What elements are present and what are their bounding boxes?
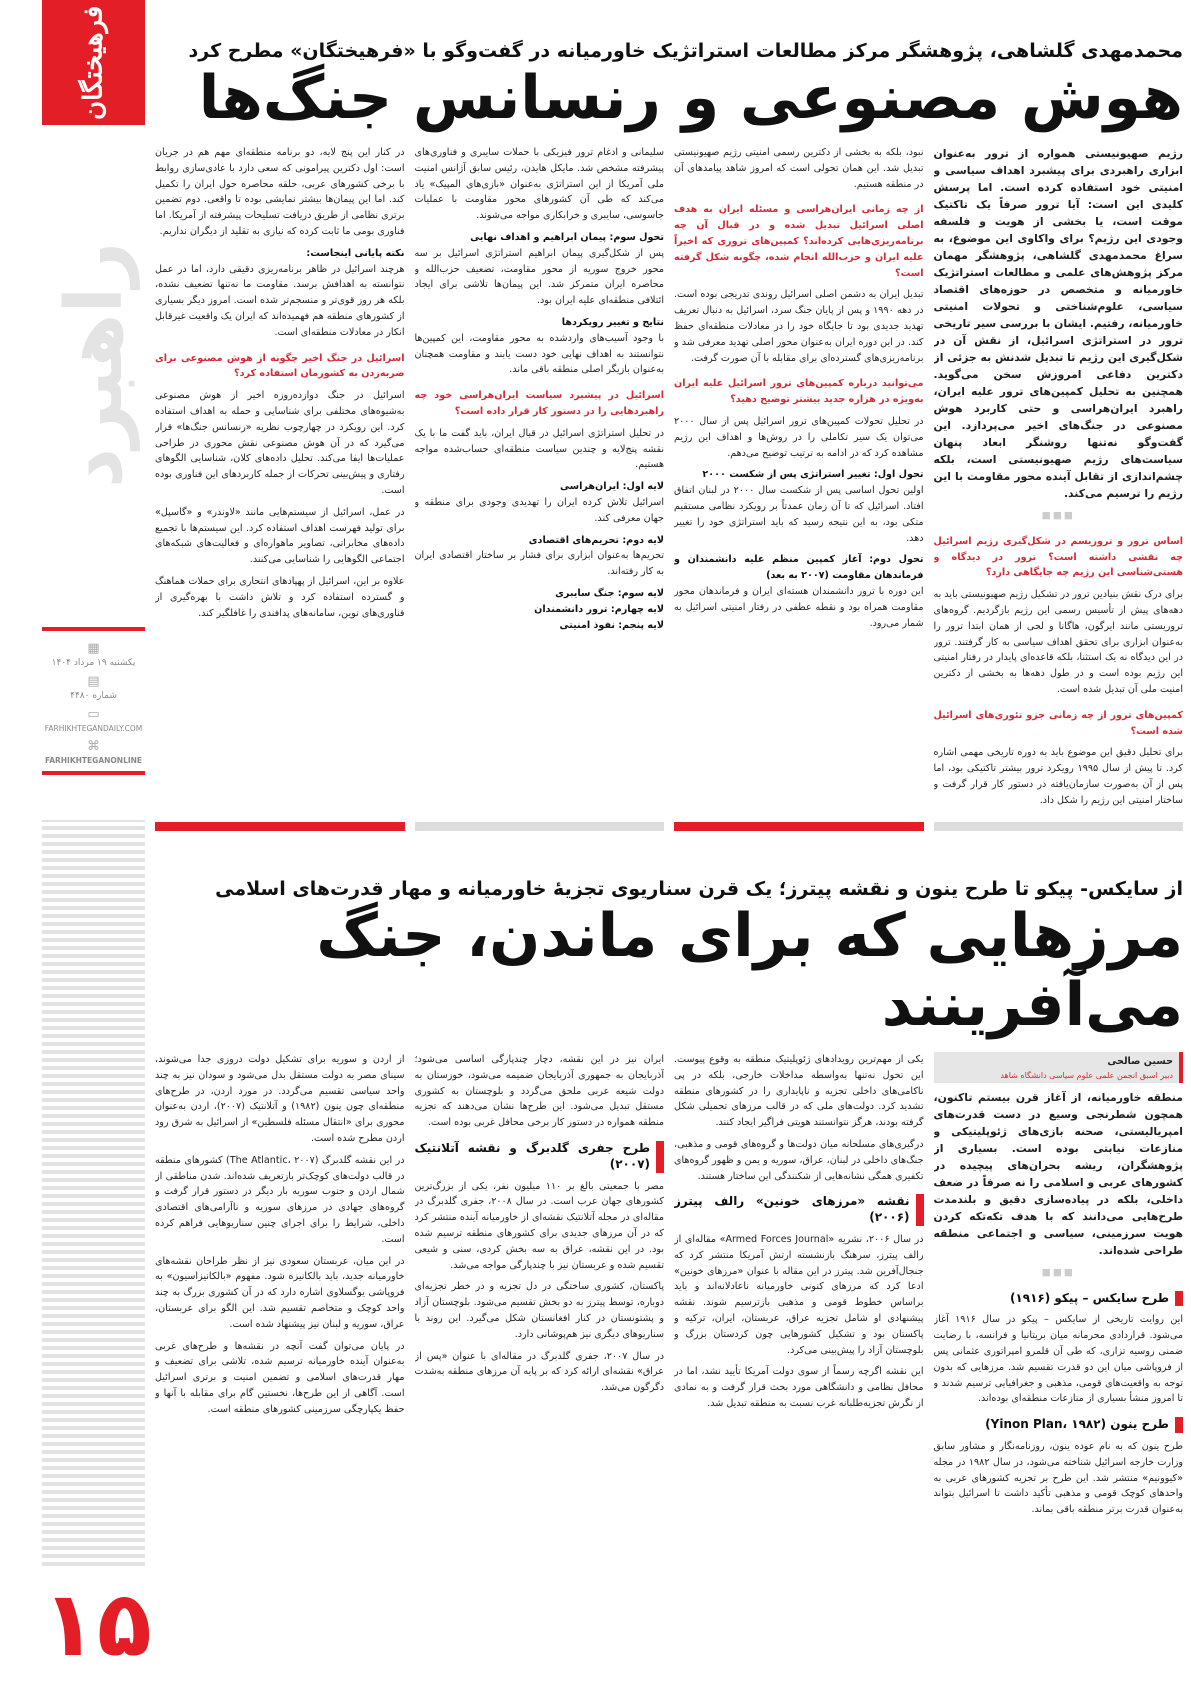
- paragraph: برای تحلیل دقیق این موضوع باید به دوره تاریخی مهمی اشاره کرد. تا پیش از سال ۱۹۹۵ رویکرد ترور بیشتر تاکتیکی بود، اما پس از آن به‌صورت سازمان‌یافته در دستور کار قرار گرفت و ساختار امنیتی این رژیم را شکل داد.: [933, 747, 1183, 806]
- section-subhead: طرح جفری گلدبرگ و نقشه آتلانتیک (۲۰۰۷): [415, 1141, 665, 1173]
- divider-bar: [934, 822, 1184, 831]
- article-divider-bars: [155, 822, 1183, 831]
- paragraph: پس از شکل‌گیری پیمان ابراهیم استراتژی اسرائیل بر سه محور خروج سوریه از محور مقاومت، تضعیف حزب‌الله و محاصره ایران متمرکز شد. این پیمان‌ها تلاشی برای ایجاد ائتلافی منطقه‌ای علیه ایران بود.: [414, 247, 664, 307]
- article-kicker: از سایکس- پیکو تا طرح ینون و نقشه پیترز؛ یک قرن سناریوی تجزیهٔ خاورمیانه و مهار قدرت‌های اسلامی: [215, 878, 1183, 900]
- text-column: [415, 1052, 665, 1694]
- paragraph: در کنار این پنج لایه، دو برنامه منطقه‌ای مهم هم در جریان است: اول دکترین پیرامونی که سعی دارد با عادی‌سازی روابط با برخی کشورهای عربی، حلقه محاصره حول ایران را تکمیل کند. اما این پیمان‌ها بیشتر نمایشی بوده تا واقعی. دوم تضمین برتری نظامی از طریق دریافت تسلیحات پیشرفته از آمریکا. اما فناوری بومی ما ثابت کرده که نیازی به تقلید از دیگران نداریم.: [155, 147, 405, 237]
- paragraph: اسرائیل تلاش کرده ایران را تهدیدی وجودی برای منطقه و جهان معرفی کند.: [414, 496, 664, 524]
- article-headline: هوش مصنوعی و رنسانس جنگ‌ها: [198, 63, 1183, 133]
- paragraph: تحریم‌ها به‌عنوان ابزاری برای فشار بر ساختار اقتصادی ایران به کار رفته‌اند.: [414, 550, 664, 578]
- author-role: دبیر اسبق انجمن علمی علوم سیاسی دانشگاه شاهد: [1000, 1070, 1173, 1080]
- text-column: [674, 145, 924, 813]
- text-column: [155, 145, 405, 813]
- question-subhead: کمپین‌های ترور از چه زمانی جزو تئوری‌های اسرائیل شده است؟: [933, 709, 1183, 737]
- article-columns: [155, 1052, 1183, 1694]
- author-box: [934, 1052, 1184, 1083]
- paragraph: پاکستان، کشوری ساختگی در دل تجزیه و در خطر تجزیه‌ای دوباره، توسط پیترز به دو بخش تقسیم می‌شود. بلوچستان آزاد و پشتونستان در کنار افغانستان شکل می‌گیرد. این روند با سناریوهای دیگری نیز هم‌پوشانی دارد.: [414, 1281, 664, 1340]
- article-borders: [155, 876, 1183, 1694]
- text-column: [415, 145, 665, 813]
- text-column: [155, 1052, 405, 1694]
- social-icon: ⌘: [87, 739, 100, 754]
- divider: [42, 771, 145, 775]
- paragraph: سلیمانی و ادغام ترور فیزیکی با حملات سایبری و فناوری‌های پیشرفته مشخص شد. مایکل هایدن، رئیس سابق آژانس امنیت ملی آمریکا از این استراتژی به‌عنوان «بازی‌های المپیک» یاد می‌کند که طی آن کشورهای محور مقاومت با عملیات جاسوسی، سایبری و خرابکاری مواجه می‌شوند.: [414, 147, 664, 222]
- calendar-icon: ▦: [87, 641, 100, 656]
- text-column: [934, 145, 1184, 813]
- text-column: [674, 1052, 924, 1694]
- article-headline: مرزهایی که برای ماندن، جنگ می‌آفرینند: [316, 901, 1183, 1040]
- bold-subhead: نتایج و تغییر رویکردها: [561, 316, 664, 328]
- paragraph: در این میان، عربستان سعودی نیز از نظر طراحان نقشه‌های خاورمیانه جدید، باید بالکانیزه شود. مفهوم «بالکانیزاسیون» به فروپاشی یوگسلاوی اشاره دارد که در آن کشوری بزرگ به چند واحد کوچک و متخاصم تقسیم شد. این الگو برای عربستان، عراق، سوریه و لبنان نیز پیشنهاد شده است.: [155, 1255, 405, 1330]
- website-link[interactable]: FARHIKHTEGANDAILY.COM: [44, 724, 143, 733]
- paragraph: این روایت تاریخی از سایکس – پیکو در سال ۱۹۱۶ آغاز می‌شود. قراردادی محرمانه میان بریتانیا و فرانسه، با رضایت ضمنی روسیه تزاری، که طی آن قلمرو امپراتوری عثمانی پس از فروپاشی میان این دو قدرت تقسیم شد. مرزهایی که بدون توجه به واقعیت‌های قومی، مذهبی و جغرافیایی ترسیم شدند و تا امروز منشأ بسیاری از منازعات منطقه‌ای بوده‌اند.: [933, 1314, 1183, 1405]
- paragraph: هرچند اسرائیل در ظاهر برنامه‌ریزی دقیقی دارد، اما در عمل نتوانسته به اهدافش برسد. مقاومت ما نه‌تنها تضعیف نشده، بلکه هر روز قوی‌تر و منسجم‌تر شده است. امروز دیگر بسیاری از کشورهای منطقه هم فهمیده‌اند که ایران یک واقعیت غیرقابل انکار در معادلات منطقه‌ای است.: [155, 263, 405, 338]
- article-columns: [155, 145, 1183, 813]
- issue-number: شماره ۴۴۸۰: [70, 691, 117, 701]
- paragraph: در این نقشه گلدبرگ (The Atlantic، ۲۰۰۷) کشورهای منطقه در قالب دولت‌های کوچک‌تر بازتعریف شده‌اند. شدن مناطقی از شمال اردن و جنوب سوریه بار دیگر در دستور قرار گرفت و گروه‌های جهادی در مرزهای سوریه و ناآرامی‌های اقتصادی داخلی، شرایط را برای اجرای چنین سناریوهایی فراهم کرده است.: [155, 1154, 405, 1245]
- number-icon: ▤: [87, 674, 100, 689]
- paragraph: با وجود آسیب‌های واردشده به محور مقاومت، این کمپین‌ها نتوانستند به اهداف نهایی خود دست یابند و مقاومت همچنان به‌عنوان بازیگر اصلی منطقه باقی ماند.: [414, 332, 664, 376]
- article-kicker: محمدمهدی گلشاهی، پژوهشگر مرکز مطالعات استراتژیک خاورمیانه در گفت‌وگو با «فرهیختگان» مطرح کرد: [188, 40, 1183, 62]
- bold-subhead: تحول اول: تغییر استراتژی پس از شکست ۲۰۰۰: [702, 469, 924, 481]
- issue-date: یکشنبه ۱۹ مرداد ۱۴۰۴: [51, 658, 136, 668]
- paragraph: این دوره با ترور دانشمندان هسته‌ای ایران و فرماندهان محور مقاومت همراه بود و نقطه عطفی در رفتار امنیتی اسرائیل به شمار می‌رود.: [674, 585, 924, 629]
- divider-bar: [674, 822, 924, 831]
- website-icon: ▭: [87, 707, 100, 722]
- paragraph: برای درک نقش بنیادین ترور در تشکیل رژیم صهیونیستی باید به دهه‌های پیش از تأسیس رسمی این رژیم بازگردیم. گروه‌های تروریستی مانند ایرگون، هاگانا و لحی از همان ابتدا ترور را به‌عنوان ابزاری برای تحقق اهداف سیاسی به کار گرفتند. ترور در این دیدگاه نه یک استثنا، بلکه قاعده‌ای پایدار در رفتار امنیتی این رژیم بوده است و در طول دهه‌ها به بخشی از دکترین امنیت ملی آن تبدیل شده است.: [933, 589, 1183, 695]
- question-subhead: اسرائیل در پیشبرد سیاست ایران‌هراسی خود چه راهبردهایی را در دستور کار قرار داده است؟: [414, 390, 664, 417]
- paragraph: یکی از مهم‌ترین رویدادهای ژئوپلیتیک منطقه به وقوع پیوست. این تحول نه‌تنها به‌واسطه مداخلات خارجی، بلکه در پی ناکامی‌های داخلی تجزیه و ناپایداری را در کشورهای منطقه تشدید کرد. دولت‌های ملی که در قالب مرزهای تحمیلی شکل گرفته بودند، هرگز نتوانستند هویتی فراگیر ایجاد کنند.: [674, 1054, 924, 1129]
- paragraph: تبدیل ایران به دشمن اصلی اسرائیل روندی تدریجی بوده است. در دهه ۱۹۹۰ و پس از پایان جنگ سرد، اسرائیل به دنبال تعریف تهدید جدیدی بود تا جایگاه خود را در معادلات منطقه‌ای حفظ کند. در این دوره ایران به‌عنوان محور اصلی تهدید معرفی شد و برنامه‌ریزی‌های گسترده‌ای برای مقابله با آن صورت گرفت.: [674, 289, 924, 364]
- paragraph: در سال ۲۰۰۶، نشریه «Armed Forces Journal» مقاله‌ای از رالف پیترز، سرهنگ بازنشسته ارتش آمریکا منتشر کرد که جنجال‌آفرین شد. پیترز در این مقاله با عنوان «مرزهای خونین» ادعا کرد که مرزهای کنونی خاورمیانه ناعادلانه‌اند و باید براساس خطوط قومی و مذهبی بازترسیم شوند. نقشه پیشنهادی او شامل تجزیه عراق، عربستان، ایران، ترکیه و پاکستان بود و تشکیل کشورهایی چون کردستان بزرگ و بلوچستان آزاد را پیش‌بینی می‌کرد.: [674, 1233, 924, 1356]
- lede-paragraph: رژیم صهیونیستی همواره از ترور به‌عنوان ابزاری راهبردی برای پیشبرد اهداف سیاسی و امنیتی خود استفاده کرده است. اما پرسش کلیدی این است: آیا ترور صرفاً یک تاکتیک موقت است، یا بخشی از هویت و فلسفه وجودی این رژیم؟ برای واکاوی این موضوع، به سراغ محمدمهدی گلشاهی، پژوهشگر مهمان مرکز پژوهش‌های علمی و مطالعات استراتژیک خاورمیانه و متخصص در حوزه‌های اقتصاد سیاسی، علوم‌شناختی و تحولات امنیتی خاورمیانه، رفتیم. ایشان با بررسی سیر تاریخی ترور در استراتژی اسرائیل، از نقش آن در شکل‌گیری این رژیم تا تبدیل شدنش به جزئی از دکترین دفاعی امروزش سخن می‌گوید. همچنین به تحلیل کمپین‌های ترور علیه ایران، راهبرد ایران‌هراسی و حتی کاربرد هوش مصنوعی در جنگ‌های اخیر می‌پردازد. این گفت‌وگو نه‌تنها روشنگر ابعاد پنهان سیاست‌های رژیم صهیونیستی است، بلکه چشم‌اندازی از تقابل آینده محور مقاومت با این رژیم را ترسیم می‌کند.: [933, 147, 1183, 500]
- author-name: حسین صالحی: [1107, 1056, 1173, 1067]
- page-number: ۱۵: [42, 1570, 145, 1680]
- paragraph: در پایان می‌توان گفت آنچه در نقشه‌ها و طرح‌های غربی به‌عنوان آینده خاورمیانه ترسیم شده، تلاشی برای تضعیف و مهار قدرت‌های اسلامی و تضمین امنیت و برتری اسرائیل است. آگاهی از این طرح‌ها، نخستین گام برای مقابله با آنها و حفظ یکپارچگی سرزمینی کشورهای منطقه است.: [155, 1340, 405, 1415]
- paragraph: در تحلیل استراتژی اسرائیل در قبال ایران، باید گفت ما با یک نقشه پنج‌لایه و چندین سیاست منطقه‌ای حساب‌شده مواجه هستیم.: [414, 427, 664, 471]
- bold-subhead: لایه پنجم: نفوذ امنیتی: [559, 619, 664, 631]
- paragraph: مصر با جمعیتی بالغ بر ۱۱۰ میلیون نفر، یکی از بزرگ‌ترین کشورهای جهان عرب است. در سال ۲۰۰۸، جفری گلدبرگ در مقاله‌ای در مجله آتلانتیک نقشه‌ای از خاورمیانه آینده منتشر کرد که در آن مرزهای جدیدی برای کشورهای منطقه ترسیم شده بود. در این نقشه، عراق به سه بخش کردی، سنی و شیعی تقسیم شده و عربستان نیز با چندپارگی مواجه می‌شد.: [414, 1180, 664, 1271]
- bold-subhead: لایه سوم: جنگ سایبری: [555, 587, 664, 599]
- bold-subhead: لایه چهارم: ترور دانشمندان: [534, 603, 664, 615]
- sidebar: [0, 0, 150, 1700]
- paragraph: اسرائیل در جنگ دوازده‌روزه اخیر از هوش مصنوعی به‌شیوه‌های مختلفی برای شناسایی و حمله به اهداف استفاده کرد. این رویکرد در چهارچوب نظریه «رنسانس جنگ‌ها» قرار می‌گیرد که در آن هوش مصنوعی نقش محوری در طراحی عملیات‌ها ایفا می‌کند. تحلیل داده‌های کلان، شناسایی الگوهای رفتاری و پیش‌بینی تحرکات از جمله کاربردهای این فناوری بوده است.: [155, 390, 405, 496]
- paragraph: در سال ۲۰۰۷، جفری گلدبرگ در مقاله‌ای با عنوان «پس از عراق» نقشه‌ای ارائه کرد که بر پایه آن مرزهای منطقه به‌شدت دگرگون می‌شد.: [414, 1350, 664, 1394]
- bold-subhead: لایه اول: ایران‌هراسی: [559, 481, 664, 493]
- divider-bar: [415, 822, 665, 831]
- paragraph: این نقشه اگرچه رسماً از سوی دولت آمریکا تأیید نشد، اما در محافل نظامی و دانشگاهی مورد بحث قرار گرفت و به نمادی از نگرش تجزیه‌طلبانه غرب نسبت به منطقه تبدیل شد.: [674, 1366, 924, 1409]
- bold-subhead: لایه دوم: تحریم‌های اقتصادی: [528, 534, 664, 546]
- paragraph: ایران نیز در این نقشه، دچار چندپارگی اساسی می‌شود؛ آذربایجان به جمهوری آذربایجان ضمیمه می‌شود، خوزستان به دولت شیعه عربی ملحق می‌گردد و بلوچستان به کشوری مستقل تبدیل می‌شود. این طرح‌ها نشان می‌دهند که تجزیه منطقه همواره در دستور کار برخی محافل غربی بوده است.: [414, 1054, 664, 1129]
- question-subhead: اساس ترور و تروریسم در شکل‌گیری رژیم اسرائیل چه نقشی داشته است؟ ترور در دیدگاه و هستی‌شناسی این رژیم چه جایگاهی دارد؟: [933, 535, 1183, 579]
- lede-paragraph: منطقه خاورمیانه، از آغاز قرن بیستم تاکنون، همچون شطرنجی وسیع در دست قدرت‌های امپریالیستی، صحنه بازی‌های ژئوپلیتیکی و منازعات نیابتی بوده است. بسیاری از پژوهشگران، ریشه بحران‌های پیچیده در کشورهای عربی و اسلامی را نه صرفاً در ضعف داخلی، بلکه در پیاده‌سازی دقیق و بلندمدت طرح‌هایی می‌دانند که با هدف تکه‌تکه کردن هویت سرزمینی، سیاسی و اجتماعی منطقه طراحی شده‌اند.: [933, 1090, 1183, 1257]
- paragraph: در تحلیل تحولات کمپین‌های ترور اسرائیل پس از سال ۲۰۰۰ می‌توان یک سیر تکاملی را در روش‌ها و اهداف این رژیم مشاهده کرد که در ادامه به ترتیب توضیح می‌دهم.: [674, 415, 924, 459]
- bold-subhead: تحول سوم: پیمان ابراهیم و اهداف نهایی: [470, 231, 664, 243]
- section-subhead: طرح ینون (Yinon Plan، ۱۹۸۲): [934, 1417, 1184, 1433]
- separator: ■■■: [1041, 1266, 1075, 1278]
- article-ai-wars: [155, 38, 1183, 813]
- question-subhead: اسرائیل در جنگ اخیر چگونه از هوش مصنوعی برای ضربه‌زدن به کشورمان استفاده کرد؟: [155, 352, 405, 380]
- social-handle[interactable]: FARHIKHTEGANONLINE: [44, 756, 143, 765]
- newspaper-logo[interactable]: فرهیختگان: [42, 0, 145, 125]
- paragraph: طرح ینون که به نام عوده ینون، روزنامه‌نگار و مشاور سابق وزارت خارجه اسرائیل شناخته می‌شود، در سال ۱۹۸۲ در مجله «کیوونیم» منتشر شد. این طرح بر تجزیه کشورهای عربی به واحدهای کوچک قومی و مذهبی تأکید داشت تا اسرائیل بتواند به‌عنوان قدرت برتر منطقه باقی بماند.: [933, 1440, 1183, 1516]
- decorative-stripes: [42, 820, 145, 1570]
- paragraph: درگیری‌های مسلحانه میان دولت‌ها و گروه‌های قومی و مذهبی، جنگ‌های داخلی در لبنان، عراق، سوریه و یمن و ظهور گروه‌های تکفیری همگی نشانه‌هایی از شکنندگی این ساختار هستند.: [674, 1138, 924, 1182]
- section-subhead: طرح سایکس – پیکو (۱۹۱۶): [934, 1291, 1184, 1307]
- divider-bar: [155, 822, 405, 831]
- paragraph: نبود، بلکه به بخشی از دکترین رسمی امنیتی رژیم صهیونیستی تبدیل شد. این همان تحولی است که امروز شاهد پیامدهای آن در منطقه هستیم.: [674, 147, 924, 190]
- issue-info: [42, 625, 145, 785]
- section-subhead: نقشه «مرزهای خونین» رالف پیترز (۲۰۰۶): [674, 1194, 924, 1226]
- paragraph: اولین تحول اساسی پس از شکست سال ۲۰۰۰ در لبنان اتفاق افتاد. اسرائیل که تا آن زمان عمدتاً بر رویکرد نظامی مستقیم متکی بود، به این نتیجه رسید که باید استراتژی خود را تغییر دهد.: [674, 485, 924, 544]
- paragraph: در عمل، اسرائیل از سیستم‌هایی مانند «لاوندر» و «گاسپل» برای تولید فهرست اهداف استفاده کرد. این سیستم‌ها با تجمیع داده‌های مخابراتی، تصاویر ماهواره‌ای و فعالیت‌های شبکه‌های اجتماعی الگوهایی را شناسایی می‌کنند.: [155, 506, 405, 566]
- section-title: راهبرد: [50, 241, 140, 489]
- divider: [42, 627, 145, 631]
- question-subhead: از چه زمانی ایران‌هراسی و مسئله ایران به هدف اصلی اسرائیل تبدیل شده و در قبال آن چه برنامه‌ریزی‌هایی کرده‌اند؟ کمپین‌های تروری که اخیراً علیه ایران و حزب‌الله انجام شده، چگونه شکل گرفته است؟: [674, 204, 924, 279]
- bold-subhead: تحول دوم: آغاز کمپین منظم علیه دانشمندان و فرماندهان مقاومت (۲۰۰۷ به بعد): [674, 554, 924, 582]
- question-subhead: می‌توانید درباره کمپین‌های ترور اسرائیل علیه ایران به‌ویژه در هزاره جدید بیشتر توضیح دهید؟: [674, 378, 924, 406]
- paragraph: از اردن و سوریه برای تشکیل دولت دروزی جدا می‌شوند، سینای مصر به دولت مستقل بدل می‌شود و سودان نیز به چند واحد سیاسی تقسیم می‌گردد. در مورد اردن، در طرح‌های منطقه‌ای چون ینون (۱۹۸۲) و آتلانتیک (۲۰۰۷)، اردن به‌عنوان محوری برای «انتقال مسئله فلسطین» از اسرائیل به شرق رود اردن مطرح شده است.: [155, 1054, 405, 1144]
- text-column: [934, 1052, 1184, 1694]
- paragraph: علاوه بر این، اسرائیل از پهپادهای انتحاری برای حملات هماهنگ و گسترده استفاده کرد و تلاش داشت با بهره‌گیری از فناوری‌های نوین، سامانه‌های پدافندی را غافلگیر کند.: [155, 575, 405, 619]
- bold-subhead: نکته پایانی اینجاست:: [306, 247, 405, 259]
- separator: ■■■: [1041, 510, 1075, 521]
